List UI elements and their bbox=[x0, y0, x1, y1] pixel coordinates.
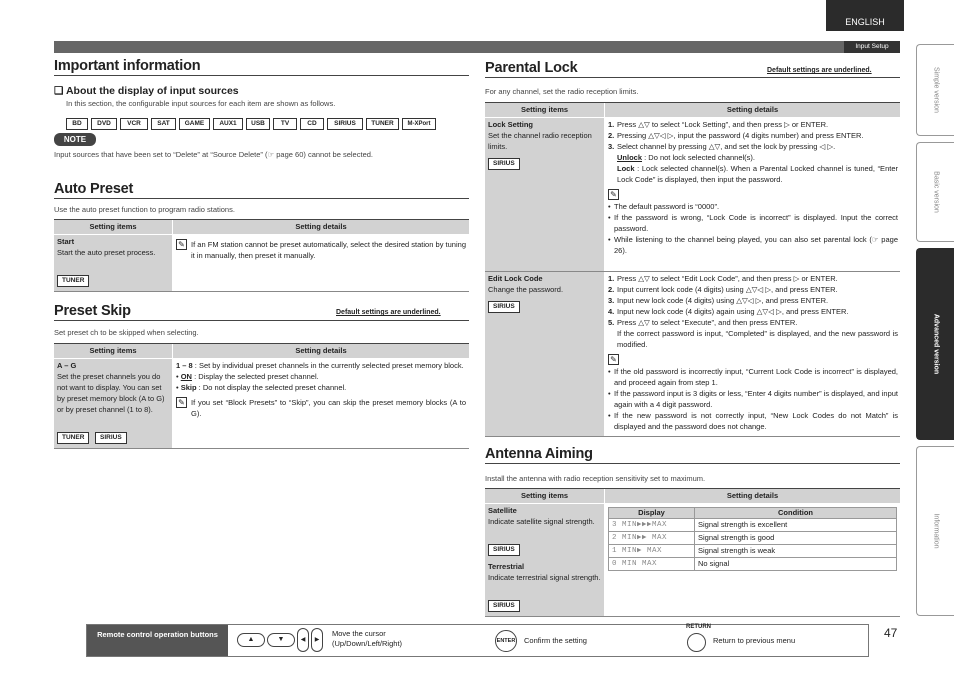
source-tag: DVD bbox=[91, 118, 117, 130]
table-row bbox=[609, 519, 897, 532]
auto-preset-col2: Setting details bbox=[173, 220, 469, 234]
edit-lock-tag: SIRIUS bbox=[488, 301, 520, 313]
preset-skip-item-desc: Set the preset channels you do not want to display. You can set by preset memory block (A to G) or by preset channel (1 to 8). bbox=[57, 372, 165, 414]
move-cursor-text: Move the cursor (Up/Down/Left/Right) bbox=[332, 629, 403, 648]
important-title: Important information bbox=[54, 58, 201, 74]
auto-preset-item bbox=[57, 236, 169, 258]
auto-preset-item-name: Start bbox=[57, 237, 75, 246]
signal-condition: No signal bbox=[695, 558, 897, 571]
return-label: RETURN bbox=[686, 624, 711, 630]
edit-step: 1. Press △▽ to select “Edit Lock Code”, and then press ▷ or ENTER. bbox=[608, 274, 838, 283]
signal-head-condition: Condition bbox=[695, 508, 897, 519]
signal-condition: Signal strength is excellent bbox=[695, 519, 897, 532]
preset-skip-skip-label: Skip bbox=[180, 383, 197, 392]
satellite-tag: SIRIUS bbox=[488, 544, 520, 556]
down-arrow-icon: ▼ bbox=[267, 633, 295, 647]
section-label: Input Setup bbox=[844, 41, 900, 53]
antenna-col1: Setting items bbox=[485, 489, 604, 503]
preset-skip-detail: 1 – 8 : Set by individual preset channels in the currently selected preset memory block. • ON : Display the selected preset channel. • Skip : Do not display the selected preset channel. ✎ If you set “Block Presets” to “Skip”, you can skip the preset memory blocks (A to G). bbox=[176, 361, 466, 418]
important-subtitle-text: About the display of input sources bbox=[65, 85, 239, 97]
terrestrial-item bbox=[488, 561, 601, 583]
edit-step-text: Press △▽ to select “Edit Lock Code”, and then press ▷ or ENTER. bbox=[617, 274, 838, 283]
right-arrow-icon: ▶ bbox=[311, 628, 323, 652]
edit-step-text: Press △▽ to select “Execute”, and then press ENTER. bbox=[617, 318, 798, 327]
lock-step-text: Pressing △▽◁ ▷, input the password (4 digits number) and press ENTER. bbox=[617, 131, 864, 140]
side-tab-basic[interactable] bbox=[916, 142, 954, 242]
enter-button-icon: ENTER bbox=[495, 630, 517, 652]
edit-lock-item bbox=[488, 273, 601, 295]
side-tab-label: Advanced version bbox=[932, 313, 939, 375]
preset-skip-default-note: Default settings are underlined. bbox=[336, 309, 441, 316]
lock-setting-item bbox=[488, 119, 601, 152]
important-subtitle: ❑ About the display of input sources bbox=[54, 85, 239, 97]
lock-note: • If the password is wrong, “Lock Code is incorrect” is displayed. Input the correct password. bbox=[608, 212, 898, 234]
signal-table bbox=[608, 507, 897, 571]
auto-preset-col1: Setting items bbox=[54, 220, 172, 234]
signal-display: 3 MIN▶▶▶MAX bbox=[609, 519, 695, 532]
source-tag: SIRIUS bbox=[327, 118, 363, 130]
language-label: ENGLISH bbox=[845, 17, 885, 27]
auto-preset-title: Auto Preset bbox=[54, 181, 134, 197]
preset-skip-tag: SIRIUS bbox=[95, 432, 127, 444]
source-tag: USB bbox=[246, 118, 270, 130]
source-tag: BD bbox=[66, 118, 88, 130]
source-tag: M-XPort bbox=[402, 118, 436, 130]
table-row bbox=[609, 558, 897, 571]
up-arrow-icon: ▲ bbox=[237, 633, 265, 647]
source-tag: TV bbox=[273, 118, 297, 130]
table-row bbox=[609, 532, 897, 545]
signal-display: 1 MIN▶ MAX bbox=[609, 545, 695, 558]
lock-label: Lock bbox=[617, 164, 635, 173]
signal-head-display: Display bbox=[609, 508, 695, 519]
side-tab-advanced[interactable] bbox=[916, 248, 954, 440]
source-tags bbox=[66, 112, 439, 130]
edit-step5-extra: If the correct password is input, “Completed” is displayed, and the new password is modified. bbox=[617, 329, 898, 349]
signal-condition: Signal strength is weak bbox=[695, 545, 897, 558]
side-tab-label: Information bbox=[932, 513, 939, 549]
edit-note: • If the old password is incorrectly input, “Current Lock Code is incorrect” is displayed, and proceed again from step 1. bbox=[608, 366, 898, 388]
note-pencil-icon: ✎ bbox=[608, 354, 619, 365]
lock-step: 2. Pressing △▽◁ ▷, input the password (4 digits number) and press ENTER. bbox=[608, 131, 864, 140]
satellite-desc: Indicate satellite signal strength. bbox=[488, 517, 595, 526]
lock-note: • While listening to the channel being played, you can also set parental lock (☞ page 26). bbox=[608, 234, 898, 256]
edit-lock-cell bbox=[485, 272, 604, 436]
source-tag: TUNER bbox=[366, 118, 399, 130]
edit-step-text: Input new lock code (4 digits) again using △▽◁ ▷, and press ENTER. bbox=[617, 307, 849, 316]
lock-text: : Lock selected channel(s). When a Parental Locked channel is tuned, “Enter Lock Code” is displayed, then input the password. bbox=[617, 164, 898, 184]
preset-skip-note: If you set “Block Presets” to “Skip”, you can skip the preset memory blocks (A to G). bbox=[191, 398, 466, 418]
lock-step-text: Press △▽ to select “Lock Setting”, and then press ▷ or ENTER. bbox=[617, 120, 829, 129]
parental-col2: Setting details bbox=[605, 103, 900, 117]
edit-step: 3. Input new lock code (4 digits) using △▽◁ ▷, and press ENTER. bbox=[608, 296, 829, 305]
preset-skip-on-label: ON bbox=[180, 372, 192, 381]
important-note: Input sources that have been set to “Delete” at “Source Delete” (☞ page 60) cannot be selected. bbox=[54, 150, 373, 159]
lock-note: • The default password is “0000”. bbox=[608, 201, 898, 212]
terrestrial-name: Terrestrial bbox=[488, 562, 525, 571]
preset-skip-desc: Set preset ch to be skipped when selecting. bbox=[54, 328, 199, 337]
auto-preset-detail bbox=[176, 239, 466, 261]
note-pencil-icon: ✎ bbox=[176, 239, 187, 250]
return-text: Return to previous menu bbox=[713, 636, 796, 645]
side-tab-information[interactable] bbox=[916, 446, 954, 616]
lock-step: 3. Select channel by pressing △▽, and set the lock by pressing ◁ ▷. Unlock : Do not lock selected channel(s). Lock : Lock selected channel(s). When a Parental Locked channel is tuned, “Enter Lock Code” is displayed, then input the password. bbox=[608, 142, 898, 184]
preset-skip-col2: Setting details bbox=[173, 344, 469, 358]
preset-skip-range-label: 1 – 8 bbox=[176, 361, 193, 370]
signal-display: 0 MIN MAX bbox=[609, 558, 695, 571]
page-number: 47 bbox=[884, 626, 898, 640]
preset-skip-item-name: A – G bbox=[57, 361, 77, 370]
preset-skip-title: Preset Skip bbox=[54, 303, 131, 319]
unlock-text: : Do not lock selected channel(s). bbox=[644, 153, 755, 162]
source-tag: CD bbox=[300, 118, 324, 130]
left-arrow-icon: ◀ bbox=[297, 628, 309, 652]
antenna-desc: Install the antenna with radio reception sensitivity set to maximum. bbox=[485, 474, 706, 483]
parental-title: Parental Lock bbox=[485, 60, 578, 76]
parental-desc: For any channel, set the radio reception limits. bbox=[485, 87, 639, 96]
lock-step-text: Select channel by pressing △▽, and set the lock by pressing ◁ ▷. bbox=[617, 142, 836, 151]
return-button-icon bbox=[687, 633, 706, 652]
signal-display: 2 MIN▶▶ MAX bbox=[609, 532, 695, 545]
confirm-text: Confirm the setting bbox=[524, 636, 587, 645]
edit-step-text: Input current lock code (4 digits) using △▽◁ ▷, and press ENTER. bbox=[617, 285, 838, 294]
remote-label: Remote control operation buttons bbox=[87, 625, 228, 656]
satellite-item bbox=[488, 505, 601, 527]
antenna-title: Antenna Aiming bbox=[485, 446, 593, 462]
table-row bbox=[609, 545, 897, 558]
edit-note: • If the new password is not correctly input, “New Lock Codes do not Match” is displayed and the password does not change. bbox=[608, 410, 898, 432]
note-badge: NOTE bbox=[54, 133, 96, 146]
preset-skip-tag: TUNER bbox=[57, 432, 89, 444]
edit-step: 4. Input new lock code (4 digits) again using △▽◁ ▷, and press ENTER. bbox=[608, 307, 849, 316]
lock-setting-tag: SIRIUS bbox=[488, 158, 520, 170]
signal-table-head bbox=[609, 508, 897, 519]
parental-col1: Setting items bbox=[485, 103, 604, 117]
preset-skip-range-text: : Set by individual preset channels in the currently selected preset memory block. bbox=[194, 361, 464, 370]
edit-step: 5. Press △▽ to select “Execute”, and then press ENTER. If the correct password is input, “Completed” is displayed, and the new password is modified. bbox=[608, 318, 898, 349]
edit-step-text: Input new lock code (4 digits) using △▽◁ ▷, and press ENTER. bbox=[617, 296, 829, 305]
side-tab-simple[interactable] bbox=[916, 44, 954, 136]
auto-preset-detail-text: If an FM station cannot be preset automatically, select the desired station by tuning it in manually, then preset it manually. bbox=[191, 240, 466, 260]
preset-skip-col1: Setting items bbox=[54, 344, 172, 358]
terrestrial-tag: SIRIUS bbox=[488, 600, 520, 612]
edit-step: 2. Input current lock code (4 digits) using △▽◁ ▷, and press ENTER. bbox=[608, 285, 838, 294]
edit-note: • If the password input is 3 digits or less, “Enter 4 digits number” is displayed, and input again with a 4 digit password. bbox=[608, 388, 898, 410]
language-tab bbox=[826, 0, 904, 31]
lock-step: 1. Press △▽ to select “Lock Setting”, and then press ▷ or ENTER. bbox=[608, 120, 829, 129]
auto-preset-item-desc: Start the auto preset process. bbox=[57, 248, 156, 257]
source-tag: AUX1 bbox=[213, 118, 243, 130]
lock-setting-desc: Set the channel radio reception limits. bbox=[488, 131, 592, 151]
parental-default-note: Default settings are underlined. bbox=[767, 67, 872, 74]
terrestrial-desc: Indicate terrestrial signal strength. bbox=[488, 573, 601, 582]
auto-preset-tag: TUNER bbox=[57, 275, 89, 287]
satellite-name: Satellite bbox=[488, 506, 517, 515]
important-intro: In this section, the configurable input sources for each item are shown as follows. bbox=[66, 99, 336, 108]
lock-setting-detail bbox=[608, 119, 898, 256]
preset-skip-item bbox=[57, 360, 170, 415]
lock-setting-name: Lock Setting bbox=[488, 120, 534, 129]
preset-skip-skip-text: : Do not display the selected preset channel. bbox=[198, 383, 347, 392]
antenna-col2: Setting details bbox=[605, 489, 900, 503]
edit-lock-desc: Change the password. bbox=[488, 285, 564, 294]
section-bar bbox=[54, 41, 900, 53]
cursor-buttons bbox=[237, 628, 323, 652]
preset-skip-on-text: : Display the selected preset channel. bbox=[194, 372, 319, 381]
unlock-label: Unlock bbox=[617, 153, 643, 162]
auto-preset-desc: Use the auto preset function to program radio stations. bbox=[54, 205, 235, 214]
side-tab-label: Simple version bbox=[932, 67, 939, 113]
edit-lock-name: Edit Lock Code bbox=[488, 274, 543, 283]
source-tag: VCR bbox=[120, 118, 148, 130]
side-tab-label: Basic version bbox=[932, 171, 939, 213]
signal-condition: Signal strength is good bbox=[695, 532, 897, 545]
note-pencil-icon: ✎ bbox=[176, 397, 187, 408]
edit-lock-detail bbox=[608, 273, 898, 432]
source-tag: GAME bbox=[179, 118, 210, 130]
note-pencil-icon: ✎ bbox=[608, 189, 619, 200]
source-tag: SAT bbox=[151, 118, 176, 130]
